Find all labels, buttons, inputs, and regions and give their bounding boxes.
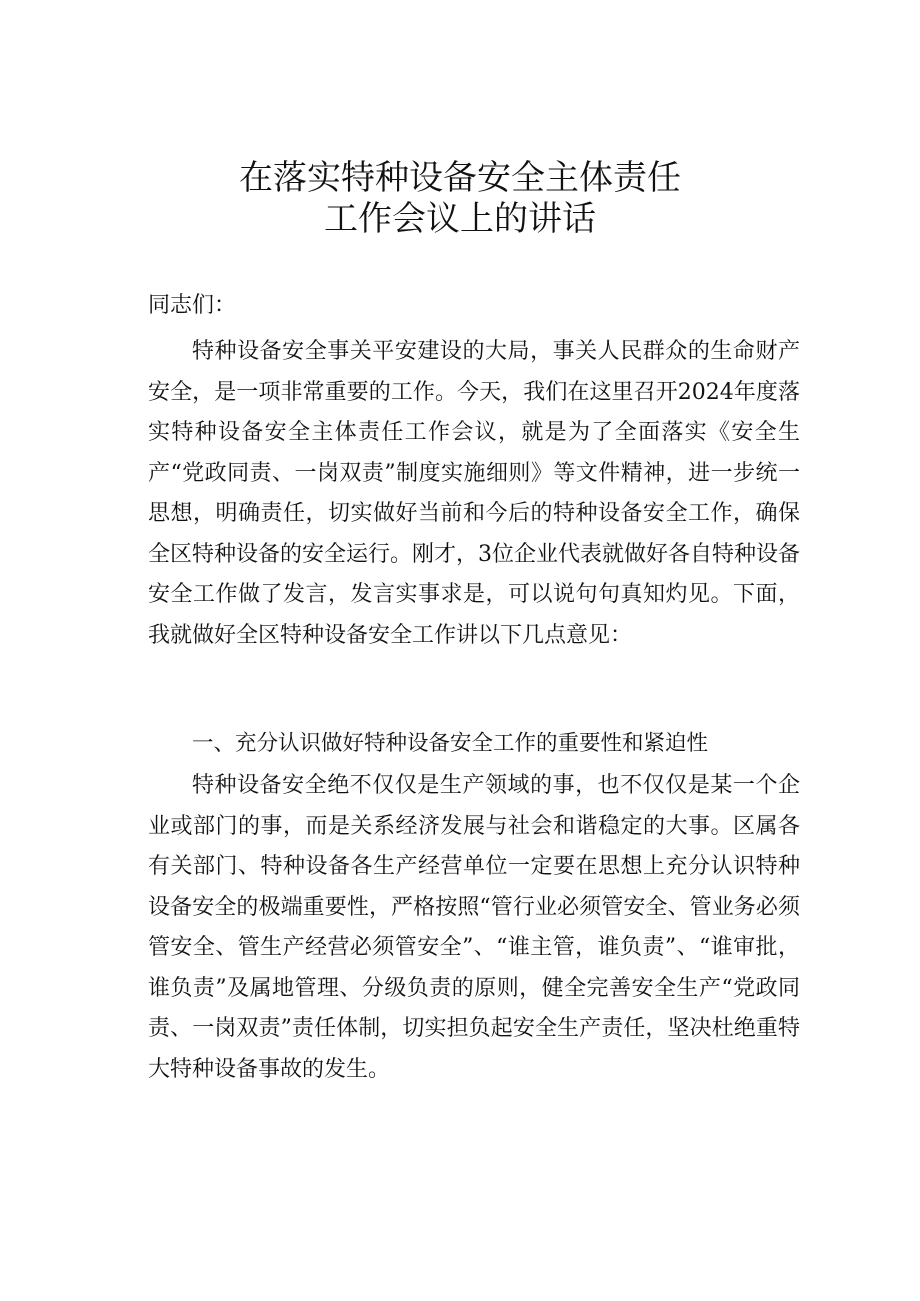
paragraph-2: 特种设备安全绝不仅仅是生产领域的事，也不仅仅是某一个企业或部门的事，而是关系经济发展与社会和谐稳定的大事。区属各有关部门、特种设备各生产经营单位一定要在思想上充分认识特种设备安全的极端重要性，严格按照“管行业必须管安全、管业务必须管安全、管生产经营必须管安全”、“谁主管，谁负责”、“谁审批，谁负责”及属地管理、分级负责的原则，健全完善安全生产“党政同责、一岗双责”责任体制，切实担负起安全生产责任，坚决杜绝重特大特种设备事故的发生。 (148, 773, 800, 1082)
document-title-line-2: 工作会议上的讲话 (324, 199, 596, 239)
section-heading-1: 一、充分认识做好特种设备安全工作的重要性和紧迫性 (192, 731, 709, 756)
salutation: 同志们： (148, 293, 237, 318)
paragraph-1: 特种设备安全事关平安建设的大局，事关人民群众的生命财产安全，是一项非常重要的工作。今天，我们在这里召开2024年度落实特种设备安全主体责任工作会议，就是为了全面落实《安全生产“党政同责、一岗双责”制度实施细则》等文件精神，进一步统一思想，明确责任，切实做好当前和今后的特种设备安全工作，确保全区特种设备的安全运行。刚才，3位企业代表就做好各自特种设备安全工作做了发言，发言实事求是，可以说句句真知灼见。下面，我就做好全区特种设备安全工作讲以下几点意见： (148, 339, 800, 648)
document-title-line-1: 在落实特种设备安全主体责任 (239, 158, 681, 198)
